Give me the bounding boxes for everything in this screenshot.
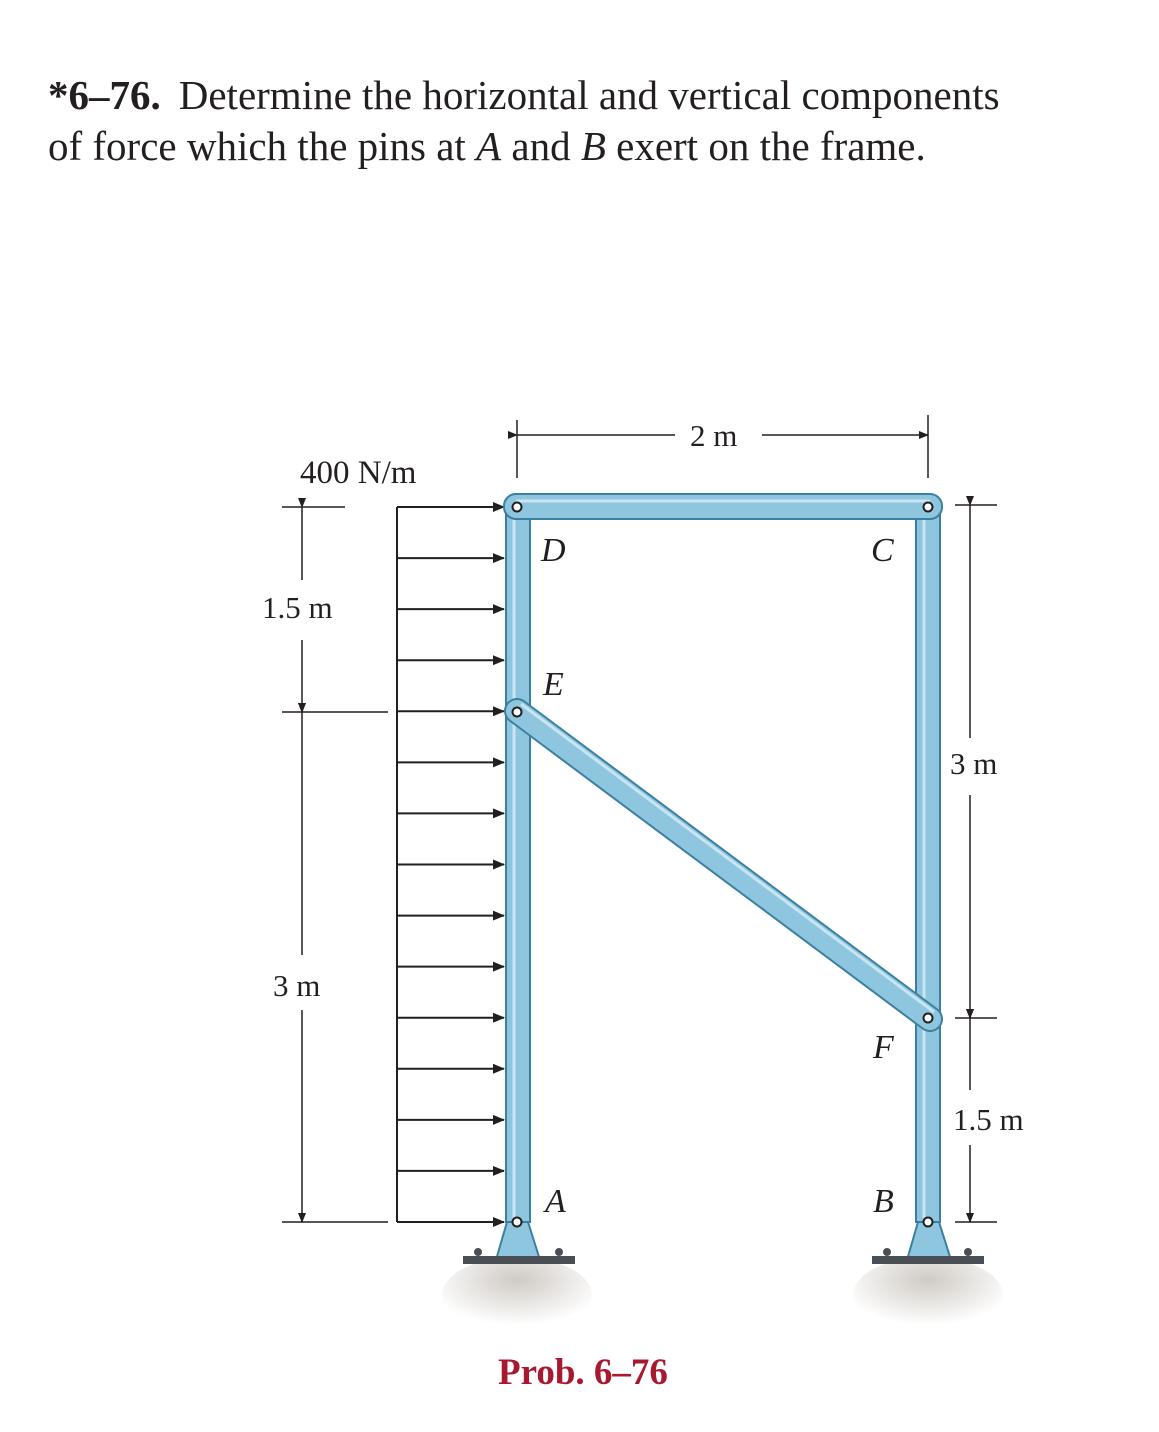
dim-left-upper: 1.5 m bbox=[262, 590, 333, 625]
problem-text-1: Determine the horizontal and vertical components bbox=[178, 72, 1000, 118]
problem-text-2c: exert on the frame. bbox=[605, 123, 926, 169]
label-d: D bbox=[541, 532, 566, 569]
point-b-ref: B bbox=[580, 123, 606, 169]
pin-a bbox=[513, 1218, 522, 1227]
problem-text-2a: of force which the pins at bbox=[48, 123, 477, 169]
member-ad bbox=[506, 505, 530, 1222]
pin-e bbox=[513, 708, 522, 717]
dim-right-upper: 3 m bbox=[950, 746, 998, 781]
pin-b bbox=[924, 1218, 933, 1227]
label-c: C bbox=[871, 532, 894, 569]
label-f: F bbox=[873, 1029, 894, 1066]
figure-caption: Prob. 6–76 bbox=[498, 1352, 668, 1393]
pin-d bbox=[513, 503, 522, 512]
problem-number: *6–76. bbox=[48, 72, 161, 118]
problem-text-2b: and bbox=[501, 123, 581, 169]
ground-a bbox=[442, 1257, 592, 1333]
pin-support-b bbox=[872, 1222, 984, 1264]
label-a: A bbox=[545, 1183, 566, 1220]
label-b: B bbox=[873, 1183, 894, 1220]
point-a-ref: A bbox=[476, 123, 502, 169]
ground-b bbox=[853, 1257, 1003, 1333]
dim-top: 2 m bbox=[690, 418, 738, 453]
dim-left-lower: 3 m bbox=[273, 968, 321, 1003]
distributed-load bbox=[300, 455, 504, 1222]
pin-f bbox=[924, 1014, 933, 1023]
member-dc bbox=[504, 494, 942, 519]
load-label: 400 N/m bbox=[300, 455, 417, 491]
member-ef bbox=[517, 704, 934, 1019]
pin-support-a bbox=[463, 1222, 575, 1264]
pin-c bbox=[924, 503, 933, 512]
member-bc bbox=[916, 505, 940, 1222]
label-e: E bbox=[543, 666, 564, 703]
dim-right-lower: 1.5 m bbox=[953, 1102, 1024, 1137]
